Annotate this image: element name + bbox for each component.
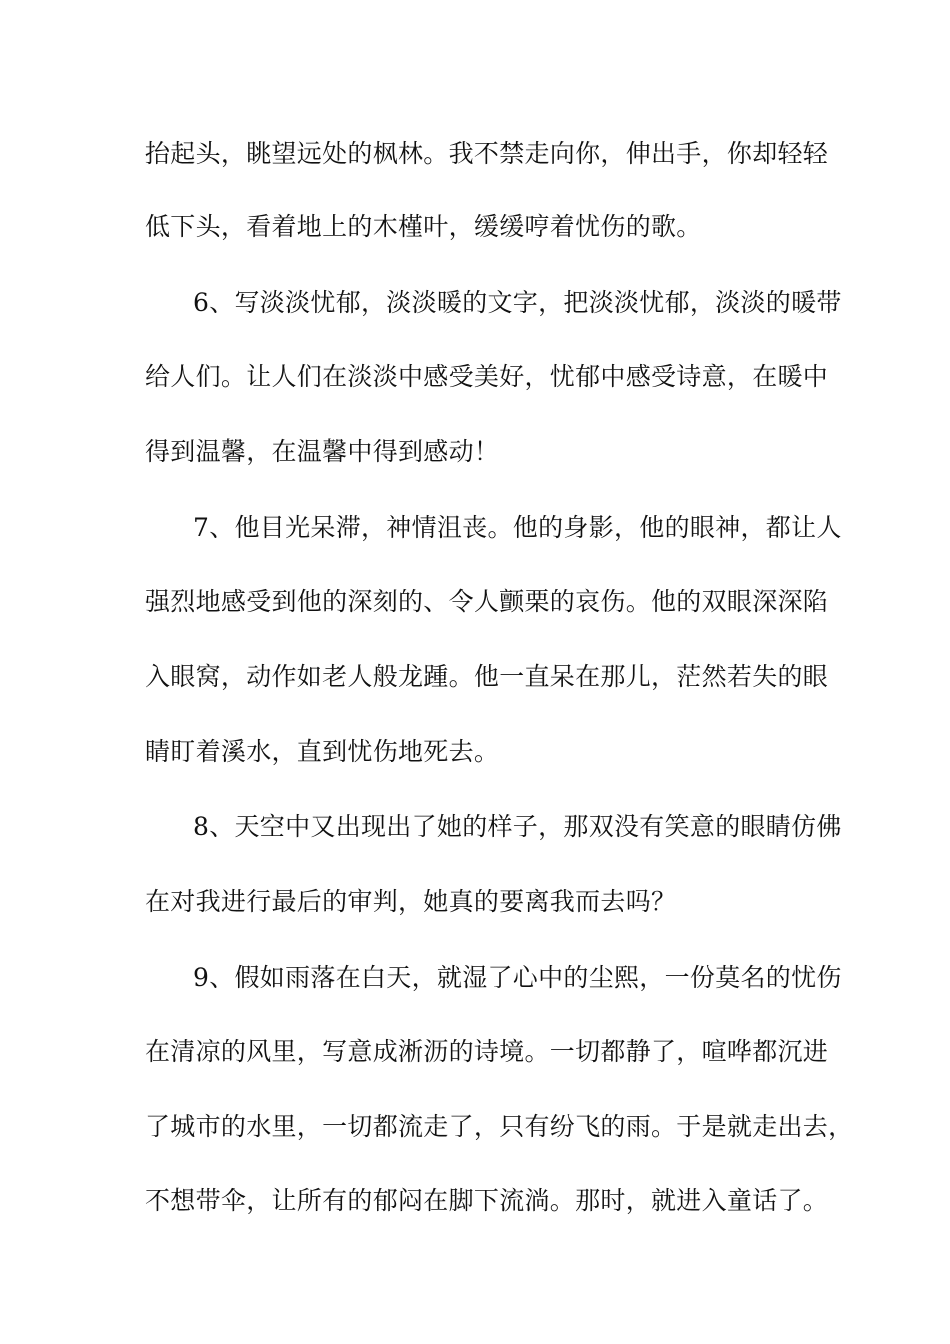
paragraph-6-line-3: 得到温馨，在温馨中得到感动！ <box>145 437 500 466</box>
paragraph-6-line-1: 6、写淡淡忧郁，淡淡暖的文字，把淡淡忧郁，淡淡的暖带 <box>193 288 842 317</box>
paragraph-6-line-2: 给人们。让人们在淡淡中感受美好，忧郁中感受诗意，在暖中 <box>145 362 829 391</box>
paragraph-8-line-2: 在对我进行最后的审判，她真的要离我而去吗？ <box>145 887 677 916</box>
paragraph-9-line-4: 不想带伞，让所有的郁闷在脚下流淌。那时，就进入童话了。 <box>145 1186 829 1215</box>
paragraph-8-line-1: 8、天空中又出现出了她的样子，那双没有笑意的眼睛仿佛 <box>193 812 842 841</box>
paragraph-7-line-3: 入眼窝，动作如老人般龙踵。他一直呆在那儿，茫然若失的眼 <box>145 662 829 691</box>
paragraph-9-line-2: 在清凉的风里，写意成淅沥的诗境。一切都静了，喧哗都沉进 <box>145 1037 829 1066</box>
paragraph-7-line-1: 7、他目光呆滞，神情沮丧。他的身影，他的眼神，都让人 <box>193 513 842 542</box>
paragraph-9-line-3: 了城市的水里，一切都流走了，只有纷飞的雨。于是就走出去， <box>145 1112 854 1141</box>
text-line-2: 低下头，看着地上的木槿叶，缓缓哼着忧伤的歌。 <box>145 212 702 241</box>
paragraph-7-line-2: 强烈地感受到他的深刻的、令人颤栗的哀伤。他的双眼深深陷 <box>145 587 829 616</box>
text-line-1: 抬起头，眺望远处的枫林。我不禁走向你，伸出手，你却轻轻 <box>145 139 829 168</box>
paragraph-9-line-1: 9、假如雨落在白天，就湿了心中的尘熙，一份莫名的忧伤 <box>193 963 842 992</box>
paragraph-7-line-4: 睛盯着溪水，直到忧伤地死去。 <box>145 737 500 766</box>
